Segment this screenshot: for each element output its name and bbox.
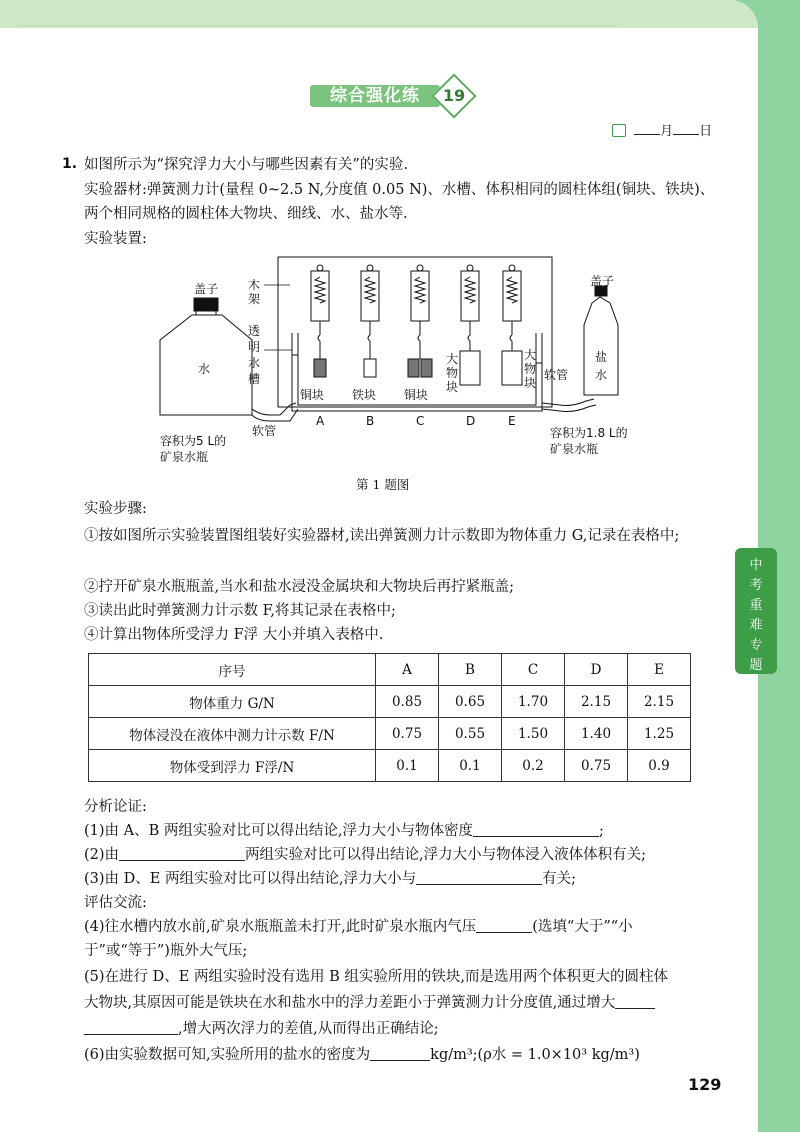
- question-5-line3: [84, 1018, 744, 1040]
- right-bottle-note2: 矿泉水瓶: [550, 442, 599, 456]
- exercise-title-text: 综合强化练: [310, 85, 440, 107]
- question-1-text: (1)由 A、B 两组实验对比可以得出结论,浮力大小与物体密度: [84, 823, 473, 839]
- tank-label-4: 槽: [248, 372, 261, 386]
- spring-scale-e: [502, 265, 522, 385]
- question-1: [84, 820, 744, 842]
- table-header-row: [89, 654, 691, 686]
- table-cell: 0.65: [439, 686, 502, 718]
- question-intro: 如图所示为“探究浮力大小与哪些因素有关”的实验.: [84, 157, 408, 173]
- big-e-label-3: 块: [524, 376, 537, 390]
- question-6-start: (6)由实验数据可知,实验所用的盐水的密度为: [84, 1047, 371, 1063]
- question-2-end: 两组实验对比可以得出结论,浮力大小与物体浸入液体体积有关;: [245, 847, 647, 863]
- step-3: ③读出此时弹簧测力计示数 F,将其记录在表格中;: [84, 603, 396, 619]
- big-d-label-3: 块: [446, 380, 459, 394]
- left-cap-label: 盖子: [194, 282, 219, 296]
- table-cell: 0.85: [376, 686, 439, 718]
- question-5-line2: [84, 992, 729, 1014]
- copper-c-label: 铜块: [404, 388, 429, 402]
- results-table: [88, 653, 691, 782]
- answer-blank-3[interactable]: [416, 870, 542, 885]
- big-e-label-1: 大: [524, 348, 537, 362]
- spring-scale-c: [408, 265, 432, 377]
- spring-scale-d: [460, 265, 480, 385]
- table-row-label: 物体受到浮力 F浮/N: [89, 750, 376, 782]
- tank-label-2: 明: [248, 340, 261, 354]
- right-bottle-note1: 容积为1.8 L的: [550, 426, 628, 440]
- right-bottle-liquid-2: 水: [595, 368, 608, 382]
- table-cell: 1.50: [502, 718, 565, 750]
- table-header-cell: D: [565, 654, 628, 686]
- table-row: [89, 750, 691, 782]
- month-blank[interactable]: [634, 122, 660, 135]
- step-1: ①按如图所示实验装置图组装好实验器材,读出弹簧测力计示数即为物体重力 G,记录在表格中;: [84, 528, 680, 544]
- calendar-icon: [612, 124, 626, 137]
- question-5-end: ,增大两次浮力的差值,从而得出正确结论;: [178, 1021, 439, 1037]
- table-cell: 1.70: [502, 686, 565, 718]
- table-cell: 0.1: [376, 750, 439, 782]
- question-1-end: ;: [599, 823, 604, 839]
- step-2: ②拧开矿泉水瓶瓶盖,当水和盐水浸没金属块和大物块后再拧紧瓶盖;: [84, 579, 514, 595]
- question-3-end: 有关;: [542, 871, 576, 887]
- figure-caption: 第 1 题图: [356, 477, 410, 492]
- answer-blank-5b[interactable]: [84, 1020, 178, 1035]
- top-band: [0, 0, 758, 28]
- eval-label: 评估交流:: [84, 895, 147, 911]
- analysis-label: 分析论证:: [84, 799, 147, 815]
- question-materials: 实验器材:弹簧测力计(量程 0~2.5 N,分度值 0.05 N)、水槽、体积相同的圆柱体组(铜块、铁块)、两个相同规格的圆柱体大物块、细线、水、盐水等.: [84, 182, 715, 222]
- copper-a-label: 铜块: [300, 388, 325, 402]
- table-cell: 2.15: [565, 686, 628, 718]
- position-d: D: [466, 414, 476, 428]
- question-6-end: kg/m³;(ρ水 = 1.0×10³ kg/m³): [430, 1047, 640, 1063]
- tank-label-3: 水: [248, 356, 261, 370]
- table-row-label: 物体重力 G/N: [89, 686, 376, 718]
- month-label: 月: [660, 124, 674, 139]
- question-5-line1: (5)在进行 D、E 两组实验时没有选用 B 组实验所用的铁块,而是选用两个体积更大的圆柱体: [84, 969, 668, 985]
- table-cell: 0.55: [439, 718, 502, 750]
- exercise-number-badge: [431, 73, 476, 118]
- table-header-cell: B: [439, 654, 502, 686]
- table-cell: 1.25: [628, 718, 691, 750]
- exercise-number: 19: [442, 86, 466, 105]
- side-tab-char: 难: [749, 618, 763, 633]
- table-header-cell: 序号: [89, 654, 376, 686]
- big-e-label-2: 物: [524, 362, 537, 376]
- side-tab-char: 专: [749, 638, 763, 653]
- left-bottle-note1: 容积为5 L的: [160, 434, 227, 448]
- table-cell: 0.1: [439, 750, 502, 782]
- step-4: ④计算出物体所受浮力 F浮 大小并填入表格中.: [84, 627, 384, 643]
- iron-b-label: 铁块: [352, 388, 377, 402]
- frame-label-1: 木: [248, 278, 261, 292]
- table-header-cell: A: [376, 654, 439, 686]
- setup-label: 实验装置:: [84, 231, 147, 247]
- table-cell: 0.75: [376, 718, 439, 750]
- side-tab-key-topics: [735, 548, 777, 674]
- right-cap-label: 盖子: [590, 274, 615, 288]
- right-bottle-liquid-1: 盐: [595, 350, 608, 364]
- question-number: 1.: [62, 156, 78, 172]
- question-5-mid: 大物块,其原因可能是铁块在水和盐水中的浮力差距小于弹簧测力计分度值,通过增大: [84, 995, 616, 1011]
- table-cell: 0.9: [628, 750, 691, 782]
- table-row-label: 物体浸没在液体中测力计示数 F/N: [89, 718, 376, 750]
- answer-blank-1[interactable]: [473, 822, 599, 837]
- position-a: A: [316, 414, 325, 428]
- side-tab-char: 考: [749, 578, 763, 593]
- question-3: [84, 868, 744, 890]
- page-number: 129: [688, 1075, 722, 1094]
- side-tab-char: 中: [749, 558, 763, 573]
- table-cell: 0.2: [502, 750, 565, 782]
- tank-label-1: 透: [248, 324, 261, 338]
- left-bottle-liquid: 水: [198, 362, 211, 376]
- day-label: 日: [699, 124, 713, 139]
- spring-scale-b: [361, 265, 379, 377]
- question-3-start: (3)由 D、E 两组实验对比可以得出结论,浮力大小与: [84, 871, 417, 887]
- position-b: B: [366, 414, 375, 428]
- question-2-start: (2)由: [84, 847, 120, 863]
- big-d-label-1: 大: [446, 352, 459, 366]
- table-row: [89, 718, 691, 750]
- question-4-mid: (选填“大于”“小: [532, 919, 633, 935]
- big-d-label-2: 物: [446, 366, 459, 380]
- side-tab-char: 题: [749, 658, 763, 673]
- frame-label-2: 架: [248, 292, 261, 306]
- exercise-title: [310, 80, 472, 112]
- question-4-cont: 于”或“等于”)瓶外大气压;: [84, 943, 248, 959]
- question-4: [84, 916, 729, 938]
- steps-label: 实验步骤:: [84, 501, 147, 517]
- spring-scale-a: [311, 265, 329, 377]
- table-row: [89, 686, 691, 718]
- answer-blank-6[interactable]: [370, 1046, 430, 1061]
- question-2: [84, 844, 744, 866]
- table-cell: 0.75: [565, 750, 628, 782]
- side-tab-char: 重: [749, 598, 763, 613]
- apparatus-figure: [140, 255, 660, 465]
- left-bottle-note2: 矿泉水瓶: [160, 450, 209, 464]
- question-4-start: (4)往水槽内放水前,矿泉水瓶瓶盖未打开,此时矿泉水瓶内气压: [84, 919, 477, 935]
- table-cell: 2.15: [628, 686, 691, 718]
- position-e: E: [508, 414, 516, 428]
- question-6: [84, 1044, 729, 1066]
- date-field: [612, 120, 712, 139]
- answer-blank-5a[interactable]: [615, 994, 655, 1009]
- answer-blank-4[interactable]: [476, 918, 532, 933]
- table-header-cell: E: [628, 654, 691, 686]
- table-header-cell: C: [502, 654, 565, 686]
- hose-left-label: 软管: [252, 424, 277, 438]
- day-blank[interactable]: [673, 122, 699, 135]
- position-c: C: [416, 414, 425, 428]
- table-cell: 1.40: [565, 718, 628, 750]
- hose-right-label: 软管: [544, 368, 569, 382]
- answer-blank-2[interactable]: [119, 846, 245, 861]
